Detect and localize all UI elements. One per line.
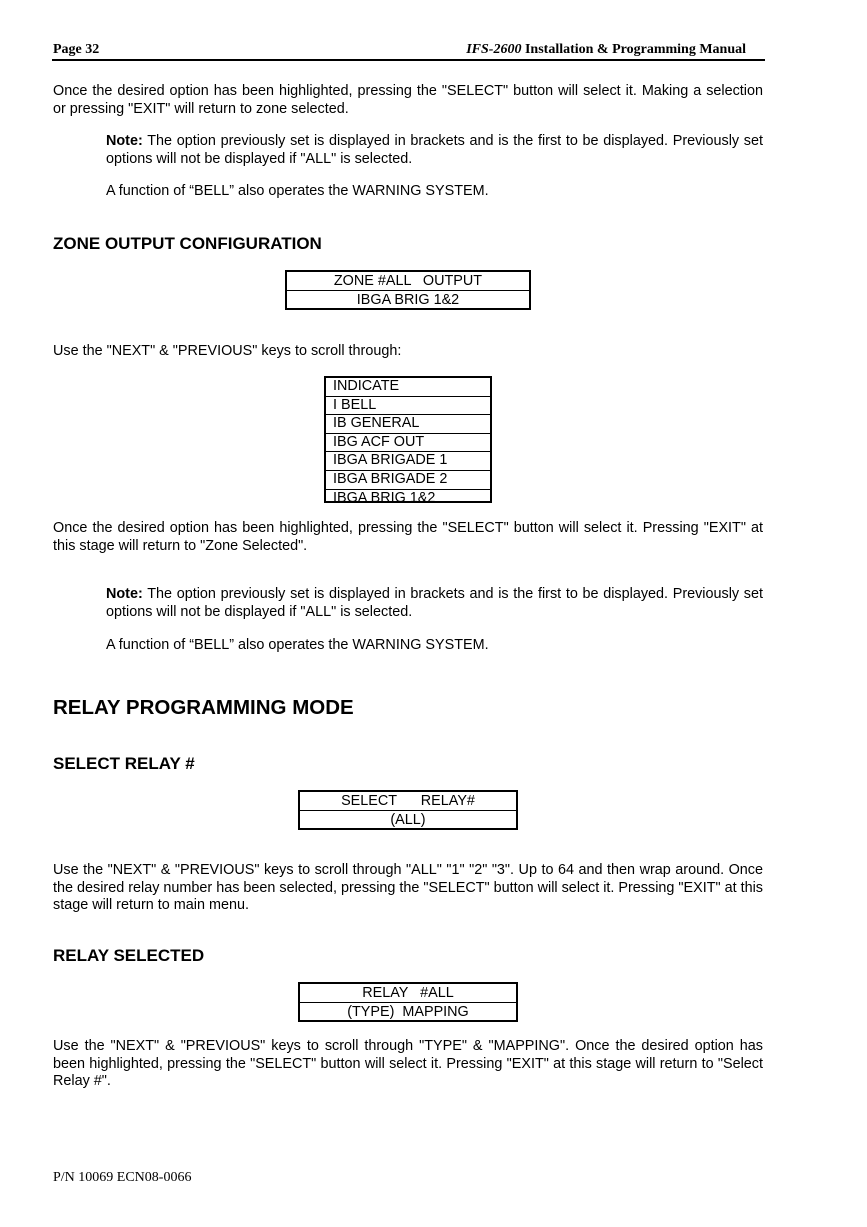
display-line-1: ZONE #ALL OUTPUT [333, 273, 483, 289]
manual-title [466, 42, 746, 58]
zone-output-display [285, 270, 531, 310]
display-line-2: IBGA BRIG 1&2 [287, 290, 529, 309]
intro-note [106, 133, 763, 168]
output-options-list [324, 376, 492, 506]
relay-programming-heading: RELAY PROGRAMMING MODE [53, 696, 354, 719]
note-label: Note: [106, 586, 143, 602]
bell-note: A function of “BELL” also operates the WARNING SYSTEM. [106, 637, 489, 653]
header-rule [52, 59, 765, 61]
display-line-1: RELAY #ALL [362, 985, 454, 1001]
scroll-instruction: Use the "NEXT" & "PREVIOUS" keys to scroll through: [53, 343, 402, 359]
note-label: Note: [106, 133, 143, 149]
bell-note: A function of “BELL” also operates the WARNING SYSTEM. [106, 183, 489, 199]
part-number: P/N 10069 ECN08-0066 [53, 1170, 192, 1185]
page-number: Page 32 [53, 42, 100, 57]
relay-selected-paragraph: Use the "NEXT" & "PREVIOUS" keys to scroll through "TYPE" & "MAPPING". Once the desired option has been highlighted, pressing the "SELECT" button will select it. Pressing "EXIT" at this stage will return to "Select Relay #". [53, 1038, 763, 1089]
select-relay-display [298, 790, 518, 830]
relay-selected-display [298, 982, 518, 1022]
list-item: IBGA BRIG 1&2 [326, 489, 490, 508]
relay-selected-heading: RELAY SELECTED [53, 946, 205, 965]
list-item: IBG ACF OUT [326, 433, 490, 452]
manual-name: Installation & Programming Manual [521, 42, 746, 57]
after-options-paragraph: Once the desired option has been highlighted, pressing the "SELECT" button will select it. Pressing "EXIT" at this stage will return to "Zone Selected". [53, 520, 763, 554]
select-relay-heading: SELECT RELAY # [53, 754, 195, 773]
zone-note [106, 586, 763, 621]
select-relay-paragraph: Use the "NEXT" & "PREVIOUS" keys to scroll through "ALL" "1" "2" "3". Up to 64 and then wrap around. Once the desired relay number has been selected, pressing the "SELECT" button will select it. Pressing "EXIT" at this stage will return to main menu. [53, 862, 763, 913]
note-text: The option previously set is displayed in brackets and is the first to be displayed. Previously set options will not be displayed if "ALL" is selected. [106, 586, 763, 620]
list-item: IBGA BRIGADE 1 [326, 451, 490, 470]
list-item: IB GENERAL [326, 414, 490, 433]
list-item: I BELL [326, 396, 490, 415]
list-item: IBGA BRIGADE 2 [326, 470, 490, 489]
display-line-2: (TYPE) MAPPING [300, 1002, 516, 1021]
model-name: IFS-2600 [466, 42, 522, 57]
zone-output-heading: ZONE OUTPUT CONFIGURATION [53, 234, 322, 253]
list-item: INDICATE [333, 378, 400, 394]
display-line-2: (ALL) [300, 810, 516, 829]
note-text: The option previously set is displayed in brackets and is the first to be displayed. Previously set options will not be displayed if "ALL" is selected. [106, 133, 763, 167]
intro-paragraph: Once the desired option has been highlighted, pressing the "SELECT" button will select it. Making a selection or pressing "EXIT" will return to zone selected. [53, 83, 763, 117]
display-line-1: SELECT RELAY# [341, 793, 475, 809]
